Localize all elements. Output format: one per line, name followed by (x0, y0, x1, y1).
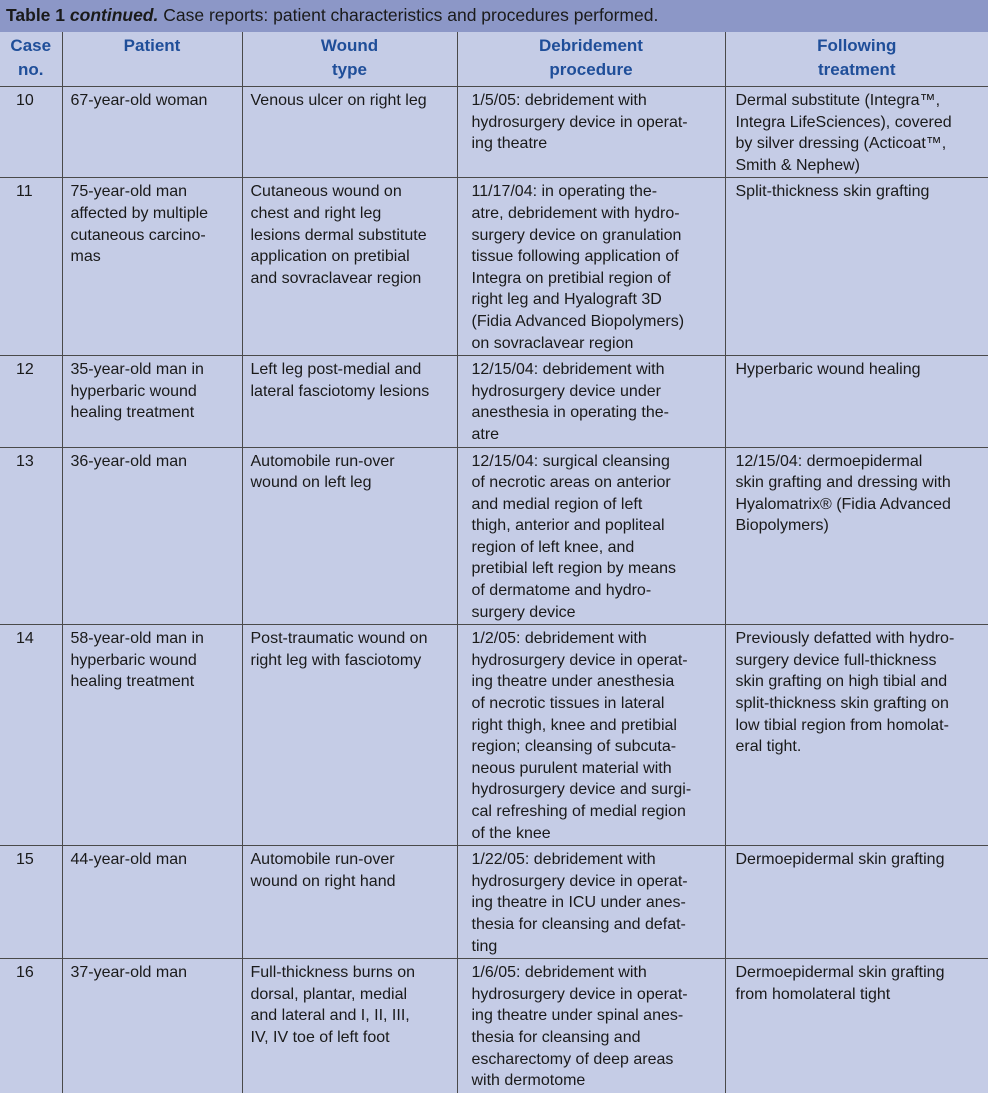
table-row (0, 447, 988, 625)
cell-line: Cutaneous wound on (250, 183, 402, 201)
cell-line: hyperbaric wound (70, 382, 197, 400)
cell-line: 12/15/04: surgical cleansing (471, 452, 670, 470)
cell-line: mas (70, 248, 101, 266)
header-line: Patient (123, 36, 181, 55)
cell-line: healing treatment (70, 404, 195, 422)
cell-line: hydrosurgery device and surgi- (471, 781, 692, 799)
cell-line: ing theatre (471, 135, 548, 153)
wound-type-cell (242, 959, 457, 1093)
case-number: 16 (16, 964, 34, 982)
cell-line: IV, IV toe of left foot (250, 1028, 390, 1046)
cell-line: affected by multiple (70, 204, 209, 222)
cell-line: 75-year-old man (70, 183, 187, 201)
cell-line: ing theatre under anesthesia (471, 673, 675, 691)
cell-line: 1/6/05: debridement with (471, 964, 647, 982)
table-row (0, 178, 988, 356)
wound-type-cell (242, 178, 457, 356)
cell-line: of necrotic tissues in lateral (471, 695, 665, 713)
debridement-procedure-cell (457, 959, 725, 1093)
cell-line: 1/5/05: debridement with (471, 92, 647, 109)
cell-line: thigh, anterior and popliteal (471, 517, 665, 535)
debridement-procedure-cell (457, 447, 725, 625)
cell-line: with dermotome (471, 1072, 586, 1090)
following-treatment-cell (725, 87, 988, 178)
patient-cell (62, 846, 242, 959)
header-line: type (332, 60, 367, 79)
cell-line: 37-year-old man (70, 964, 187, 982)
cell-line: tissue following application of (471, 248, 679, 266)
case-number: 15 (0, 846, 62, 959)
cell-line: Hyperbaric wound healing (735, 361, 921, 379)
header-patient (62, 32, 242, 87)
cell-line: wound on right hand (250, 872, 396, 890)
debridement-procedure-cell (457, 625, 725, 846)
cell-line: Previously defatted with hydro- (735, 630, 955, 648)
patient-cell (62, 625, 242, 846)
cell-line: 44-year-old man (70, 851, 187, 869)
case-number: 14 (0, 625, 62, 846)
debridement-procedure-cell (457, 846, 725, 959)
cell-line: surgery device (471, 603, 576, 621)
cell-line: region of left knee, and (471, 538, 635, 556)
following-treatment-cell (725, 959, 988, 1093)
cell-line: Full-thickness burns on (250, 964, 416, 982)
case-number: 10 (0, 87, 62, 178)
cell-line: cutaneous carcino- (70, 226, 206, 244)
cell-line: thesia for cleansing and defat- (471, 915, 686, 933)
case-reports-table (0, 32, 988, 1093)
header-following-treatment (725, 32, 988, 87)
cell-line: and lateral and I, II, III, (250, 1007, 410, 1025)
cell-line: eral tight. (735, 738, 802, 756)
cell-line: neous purulent material with (471, 759, 672, 777)
cell-line: Hyalomatrix® (Fidia Advanced (735, 495, 951, 513)
patient-cell (62, 178, 242, 356)
following-treatment-cell (725, 356, 988, 447)
debridement-procedure-cell (457, 87, 725, 178)
case-number: 12 (0, 356, 62, 447)
cell-line: Dermoepidermal skin grafting (735, 851, 945, 869)
following-treatment-cell (725, 178, 988, 356)
cell-line: ing theatre in ICU under anes- (471, 894, 686, 912)
cell-line: 12/15/04: dermoepidermal (735, 452, 923, 470)
cell-line: Biopolymers) (735, 517, 829, 535)
cell-line: low tibial region from homolat- (735, 716, 949, 734)
patient-cell (62, 356, 242, 447)
cell-line: lateral fasciotomy lesions (250, 382, 430, 400)
cell-line: from homolateral tight (735, 985, 891, 1003)
cell-line: Dermal substitute (Integra™, (735, 92, 941, 109)
header-line: Following (817, 36, 897, 55)
cell-line: Split-thickness skin grafting (735, 183, 930, 201)
cell-line: 67-year-old woman (70, 92, 208, 109)
cell-line: pretibial left region by means (471, 560, 677, 578)
header-wound-type (242, 32, 457, 87)
cell-line: surgery device on granulation (471, 226, 682, 244)
case-number: 11 (0, 178, 62, 356)
wound-type-cell (242, 356, 457, 447)
cell-line: anesthesia in operating the- (471, 404, 669, 422)
patient-cell (62, 447, 242, 625)
following-treatment-cell (725, 447, 988, 625)
cell-line: of necrotic areas on anterior (471, 474, 671, 492)
cell-line: hydrosurgery device in operat- (471, 985, 688, 1003)
cell-line: ting (471, 937, 498, 955)
cell-line: Integra LifeSciences), covered (735, 113, 952, 131)
cell-line: Dermoepidermal skin grafting (735, 964, 945, 982)
wound-type-cell (242, 87, 457, 178)
cell-line: right leg with fasciotomy (250, 651, 422, 669)
cell-line: hydrosurgery device under (471, 382, 661, 400)
cell-line: 1/2/05: debridement with (471, 630, 647, 648)
cell-line: wound on left leg (250, 474, 372, 492)
cell-line: Automobile run-over (250, 452, 395, 470)
cell-line: 12/15/04: debridement with (471, 361, 665, 379)
cell-line: skin grafting and dressing with (735, 474, 951, 492)
cell-line: Integra on pretibial region of (471, 269, 671, 287)
cell-line: and sovraclavear region (250, 269, 422, 287)
header-line: procedure (549, 60, 633, 79)
cell-line: and medial region of left (471, 495, 643, 513)
table-row (0, 356, 988, 447)
cell-line: healing treatment (70, 673, 195, 691)
cell-line: of the knee (471, 824, 551, 842)
cell-line: on sovraclavear region (471, 334, 634, 352)
patient-cell (62, 959, 242, 1093)
cell-line: cal refreshing of medial region (471, 803, 686, 820)
following-treatment-cell (725, 846, 988, 959)
cell-line: Post-traumatic wound on (250, 630, 428, 648)
header-case-no (0, 32, 62, 87)
header-line: Debridement (539, 36, 643, 55)
cell-line: 11/17/04: in operating the- (471, 183, 658, 201)
cell-line: lesions dermal substitute (250, 226, 427, 244)
wound-type-cell (242, 846, 457, 959)
cell-line: hydrosurgery device in operat- (471, 872, 688, 890)
cell-line: thesia for cleansing and (471, 1028, 641, 1046)
cell-line: region; cleansing of subcuta- (471, 738, 677, 756)
cell-line: hydrosurgery device in operat- (471, 113, 688, 131)
cell-line: split-thickness skin grafting on (735, 695, 949, 713)
header-line: Case (10, 36, 52, 55)
caption-lead: Table 1 (6, 5, 66, 25)
cell-line: right thigh, knee and pretibial (471, 716, 677, 734)
cell-line: (Fidia Advanced Biopolymers) (471, 312, 685, 330)
following-treatment-cell (725, 625, 988, 846)
cell-line: 1/22/05: debridement with (471, 851, 656, 869)
cell-line: ing theatre under spinal anes- (471, 1007, 684, 1025)
cell-line: right leg and Hyalograft 3D (471, 291, 662, 309)
table-row (0, 625, 988, 846)
table-row (0, 87, 988, 178)
cell-line: 58-year-old man in (70, 630, 204, 648)
cell-line: of dermatome and hydro- (471, 582, 652, 600)
cell-line: 36-year-old man (70, 452, 187, 470)
cell-line: chest and right leg (250, 204, 382, 222)
header-line: no. (18, 60, 44, 79)
header-debridement-procedure (457, 32, 725, 87)
cell-line: by silver dressing (Acticoat™, (735, 135, 947, 153)
cell-line: application on pretibial (250, 248, 410, 266)
table-row (0, 959, 988, 1093)
case-number: 13 (0, 447, 62, 625)
caption-text: Case reports: patient characteristics and procedures performed. (163, 5, 659, 25)
cell-line: atre (471, 425, 500, 443)
wound-type-cell (242, 447, 457, 625)
table-caption (0, 0, 988, 32)
cell-line: atre, debridement with hydro- (471, 204, 680, 222)
cell-line: surgery device full-thickness (735, 651, 937, 669)
cell-line: Venous ulcer on right leg (250, 92, 427, 109)
table-row (0, 846, 988, 959)
cell-line: hydrosurgery device in operat- (471, 651, 688, 669)
cell-line: dorsal, plantar, medial (250, 985, 408, 1003)
cell-line: 35-year-old man in (70, 361, 204, 379)
cell-line: Left leg post-medial and (250, 361, 422, 379)
wound-type-cell (242, 625, 457, 846)
cell-line: skin grafting on high tibial and (735, 673, 948, 691)
header-line: treatment (818, 60, 896, 79)
cell-line: escharectomy of deep areas (471, 1050, 674, 1068)
table-body (0, 87, 988, 1093)
cell-line: Smith & Nephew) (735, 156, 860, 174)
cell-line: Automobile run-over (250, 851, 395, 869)
debridement-procedure-cell (457, 178, 725, 356)
debridement-procedure-cell (457, 356, 725, 447)
patient-cell (62, 87, 242, 178)
caption-continued: continued. (69, 5, 159, 25)
header-row (0, 32, 988, 87)
header-line: Wound (320, 36, 379, 55)
cell-line: hyperbaric wound (70, 651, 197, 669)
